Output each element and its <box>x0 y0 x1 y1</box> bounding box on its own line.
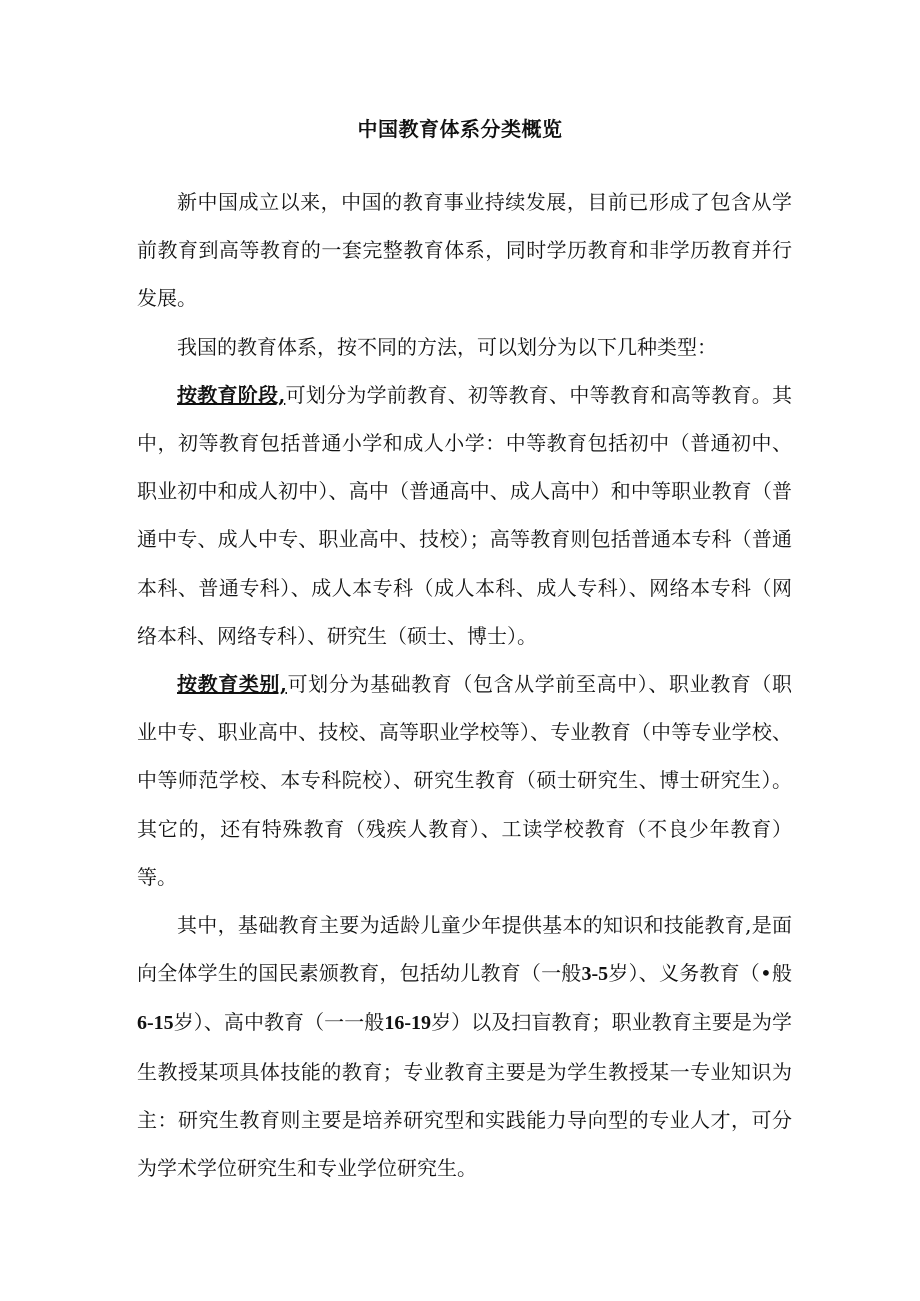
age-range-compulsory: 6-15 <box>137 1012 174 1035</box>
lead-by-stage: 按教育阶段, <box>177 382 286 407</box>
lead-by-category: 按教育类别, <box>177 672 287 697</box>
paragraph-intro: 新中国成立以来，中国的教育事业持续发展，目前已形成了包含从学前教育到高等教育的一套完整教育体系，同时学历教育和非学历教育并行发展。 <box>137 190 792 311</box>
age-range-highschool: 16-19 <box>384 1012 432 1035</box>
text-by-stage: 可划分为学前教育、初等教育、中等教育和高等教育。其中，初等教育包括普通小学和成人小学：中等教育包括初中（普通初中、职业初中和成人初中）、高中（普通高中、成人高中）和中等职业教育（普通中专、成人中专、职业高中、技校）；高等教育则包括普通本专科（普通本科、普通专科）、成人本专科（成人本科、成人专科）、网络本专科（网络本科、网络专科）、研究生（硕士、博士）。 <box>137 382 793 648</box>
paragraph-details <box>137 901 792 1192</box>
details-part-c: 岁）、高中教育（一一般 <box>173 1010 385 1035</box>
paragraph-classification-intro: 我国的教育体系，按不同的方法，可以划分为以下几种类型： <box>177 334 717 359</box>
document-title: 中国教育体系分类概览 <box>357 117 563 141</box>
paragraph-by-stage <box>137 371 792 660</box>
details-part-a: 其中，基础教育主要为适龄儿童少年提供基本的知识和技能教育,是面向全体学生的国民素颁教育，包括幼儿教育（一般 <box>137 913 792 986</box>
text-by-category: 可划分为基础教育（包含从学前至高中）、职业教育（职业中专、职业高中、技校、高等职业学校等）、专业教育（中等专业学校、中等师范学校、本专科院校）、研究生教育（硕士研究生、博士研究生）。其它的，还有特殊教育（残疾人教育）、工读学校教育（不良少年教育）等。 <box>137 672 792 889</box>
details-part-b: 岁）、义务教育（•般 <box>608 961 793 986</box>
document-body <box>137 178 792 1192</box>
age-range-preschool: 3-5 <box>581 963 609 986</box>
paragraph-by-category <box>137 660 792 901</box>
details-part-d: 岁）以及扫盲教育；职业教育主要是为学生教授某项具体技能的教育；专业教育主要是为学生教授某一专业知识为主：研究生教育则主要是培养研究型和实践能力导向型的专业人才，可分为学术学位研究生和专业学位研究生。 <box>137 1010 793 1181</box>
